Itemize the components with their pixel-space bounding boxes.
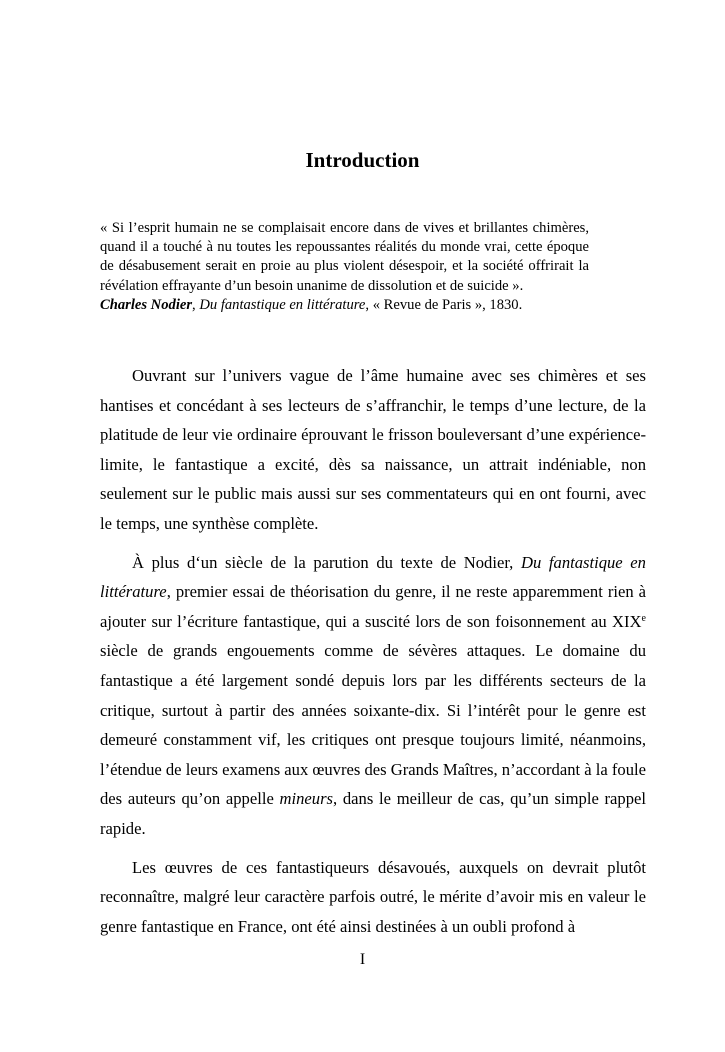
paragraph-2 — [100, 548, 646, 844]
paragraph-2-text-a: À plus d‘un siècle de la parution du texte de Nodier, — [132, 552, 521, 572]
paragraph-2-text-c: siècle de grands engouements comme de sévères attaques. Le domaine du fantastique a été largement sondé depuis lors par les différents secteurs de la critique, surtout à partir des années soixante-dix. Si l’intérêt pour le genre est demeuré constamment vif, les critiques ont presque toujours limité, néanmoins, l’étendue de leurs examens aux œuvres des Grands Maîtres, n’accordant à la foule des auteurs qu’on appelle — [100, 641, 646, 809]
paragraph-1: Ouvrant sur l’univers vague de l’âme humaine avec ses chimères et ses hantises et concédant à ses lecteurs de s’affranchir, le temps d’une lecture, de la platitude de leur vie ordinaire éprouvant le frisson bouleversant d’une expérience-limite, le fantastique a excité, dès sa naissance, un attrait indéniable, non seulement sur le public mais aussi sur ses commentateurs qui en ont fourni, avec le temps, une synthèse complète. — [100, 366, 646, 533]
epigraph-quote: « Si l’esprit humain ne se complaisait encore dans de vives et brillantes chimères, quand il a touché à nu toutes les repoussantes réalités du monde vrai, cette époque de désabusement serait en proie au plus violent désespoir, et la société offrirait la révélation effrayante d’un besoin unanime de dissolution et de suicide ». — [100, 220, 589, 294]
body-text — [100, 361, 646, 950]
epigraph-source: , « Revue de Paris », 1830. — [365, 296, 523, 313]
paragraph-2-emphasis: mineurs — [279, 789, 333, 809]
paragraph-3: Les œuvres de ces fantastiqueurs désavoués, auxquels on devrait plutôt reconnaître, malgré leur caractère parfois outré, le mérite d’avoir mis en valeur le genre fantastique en France, ont été ainsi destinées à un oubli profond à — [100, 857, 646, 936]
paragraph-2-text-b: , premier essai de théorisation du genre, il ne reste apparemment rien à ajouter sur l’écriture fantastique, qui a suscité lors de son foisonnement au XIX — [100, 582, 646, 631]
epigraph-author: Charles Nodier — [100, 296, 193, 313]
page-title: Introduction — [305, 148, 420, 172]
century-superscript: e — [641, 612, 646, 624]
epigraph-work-title: Du fantastique en littérature — [199, 296, 366, 313]
epigraph — [100, 219, 589, 315]
page-number: I — [359, 951, 366, 968]
epigraph-attribution — [100, 296, 589, 315]
paragraph-2-text-d: , dans le meilleur de cas, qu’un simple rappel rapide. — [100, 789, 646, 838]
paragraph-2-work-title: Du fantastique en littérature — [100, 552, 646, 602]
epigraph-separator: , — [192, 296, 200, 313]
